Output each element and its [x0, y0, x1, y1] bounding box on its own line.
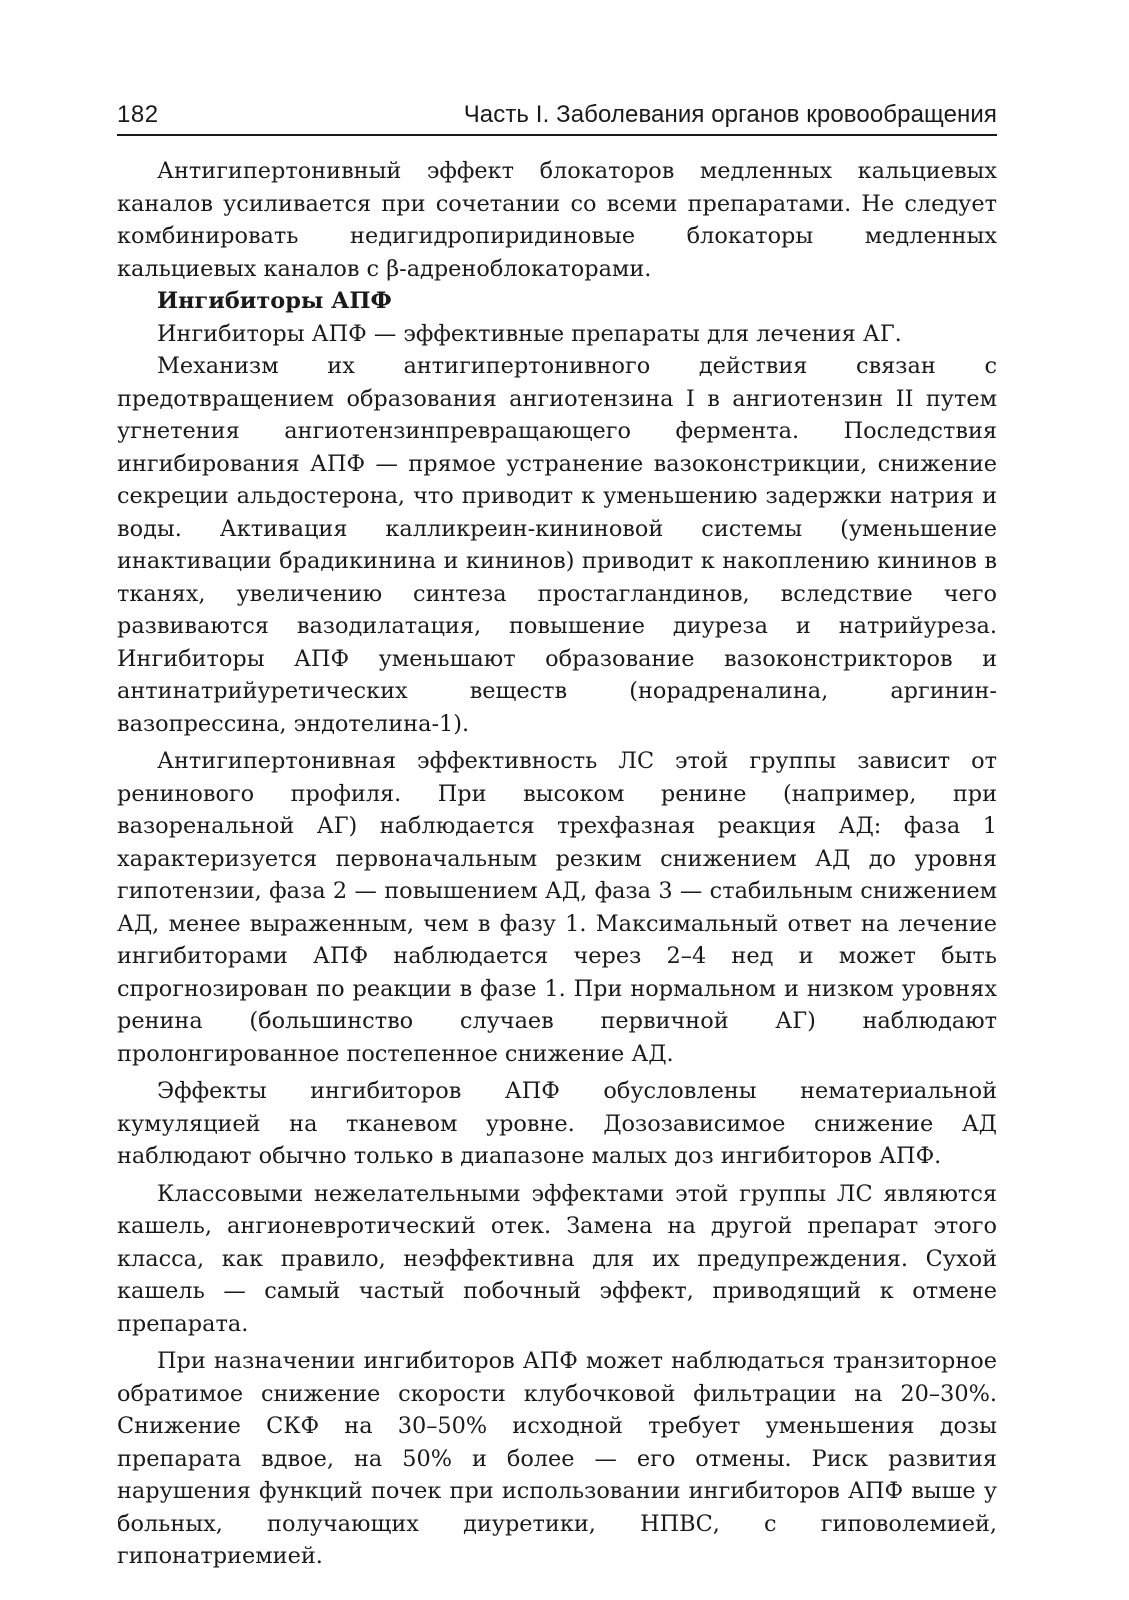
running-header — [117, 100, 997, 136]
paragraph: Ингибиторы АПФ — эффективные препараты для лечения АГ. — [157, 320, 902, 347]
paragraph: Антигипертонивный эффект блокаторов медленных кальциевых каналов усиливается при сочетании со всеми препаратами. Не следует комбинировать недигидропиридиновые блокаторы медленных кальциевых каналов с β-адреноблокаторами. — [117, 158, 997, 282]
running-title: Часть I. Заболевания органов кровообращения — [463, 101, 997, 128]
paragraph: Эффекты ингибиторов АПФ обусловлены нематериальной кумуляцией на тканевом уровне. Дозозависимое снижение АД наблюдают обычно только в диапазоне малых доз ингибиторов АПФ. — [117, 1078, 997, 1169]
book-page — [117, 100, 997, 1573]
paragraph: Классовыми нежелательными эффектами этой группы ЛС являются кашель, ангионевротический отек. Замена на другой препарат этого класса, как правило, неэффективна для их предупреждения. Сухой кашель — самый частый побочный эффект, приводящий к отмене препарата. — [117, 1180, 997, 1337]
page-number: 182 — [117, 101, 159, 128]
section-heading: Ингибиторы АПФ — [157, 288, 392, 314]
paragraph: При назначении ингибиторов АПФ может наблюдаться транзиторное обратимое снижение скорости клубочковой фильтрации на 20–30%. Снижение СКФ на 30–50% исходной требует уменьшения дозы препарата вдвое, на 50% и более — его отмены. Риск развития нарушения функций почек при использовании ингибиторов АПФ выше у больных, получающих диуретики, НПВС, с гиповолемией, гипонатриемией. — [117, 1348, 997, 1569]
paragraph: Антигипертонивная эффективность ЛС этой группы зависит от ренинового профиля. При высоком ренине (например, при вазоренальной АГ) наблюдается трехфазная реакция АД: фаза 1 характеризуется первоначальным резким снижением АД до уровня гипотензии, фаза 2 — повышением АД, фаза 3 — стабильным снижением АД, менее выраженным, чем в фазу 1. Максимальный ответ на лечение ингибиторами АПФ наблюдается через 2–4 нед и может быть спрогнозирован по реакции в фазе 1. При нормальном и низком уровнях ренина (большинство случаев первичной АГ) наблюдают пролонгированное постепенное снижение АД. — [117, 748, 997, 1067]
paragraph: Механизм их антигипертонивного действия связан с предотвращением образования ангиотензина I в ангиотензин II путем угнетения ангиотензинпревращающего фермента. Последствия ингибирования АПФ — прямое устранение вазоконстрикции, снижение секреции альдостерона, что приводит к уменьшению задержки натрия и воды. Активация калликреин-кининовой системы (уменьшение инактивации брадикинина и кининов) приводит к накоплению кининов в тканях, увеличению синтеза простагландинов, вследствие чего развиваются вазодилатация, повышение диуреза и натрийуреза. Ингибиторы АПФ уменьшают образование вазоконстрикторов и антинатрийуретических веществ (норадреналина, аргинин-вазопрессина, эндотелина-1). — [117, 353, 997, 737]
body-text — [117, 155, 997, 1573]
